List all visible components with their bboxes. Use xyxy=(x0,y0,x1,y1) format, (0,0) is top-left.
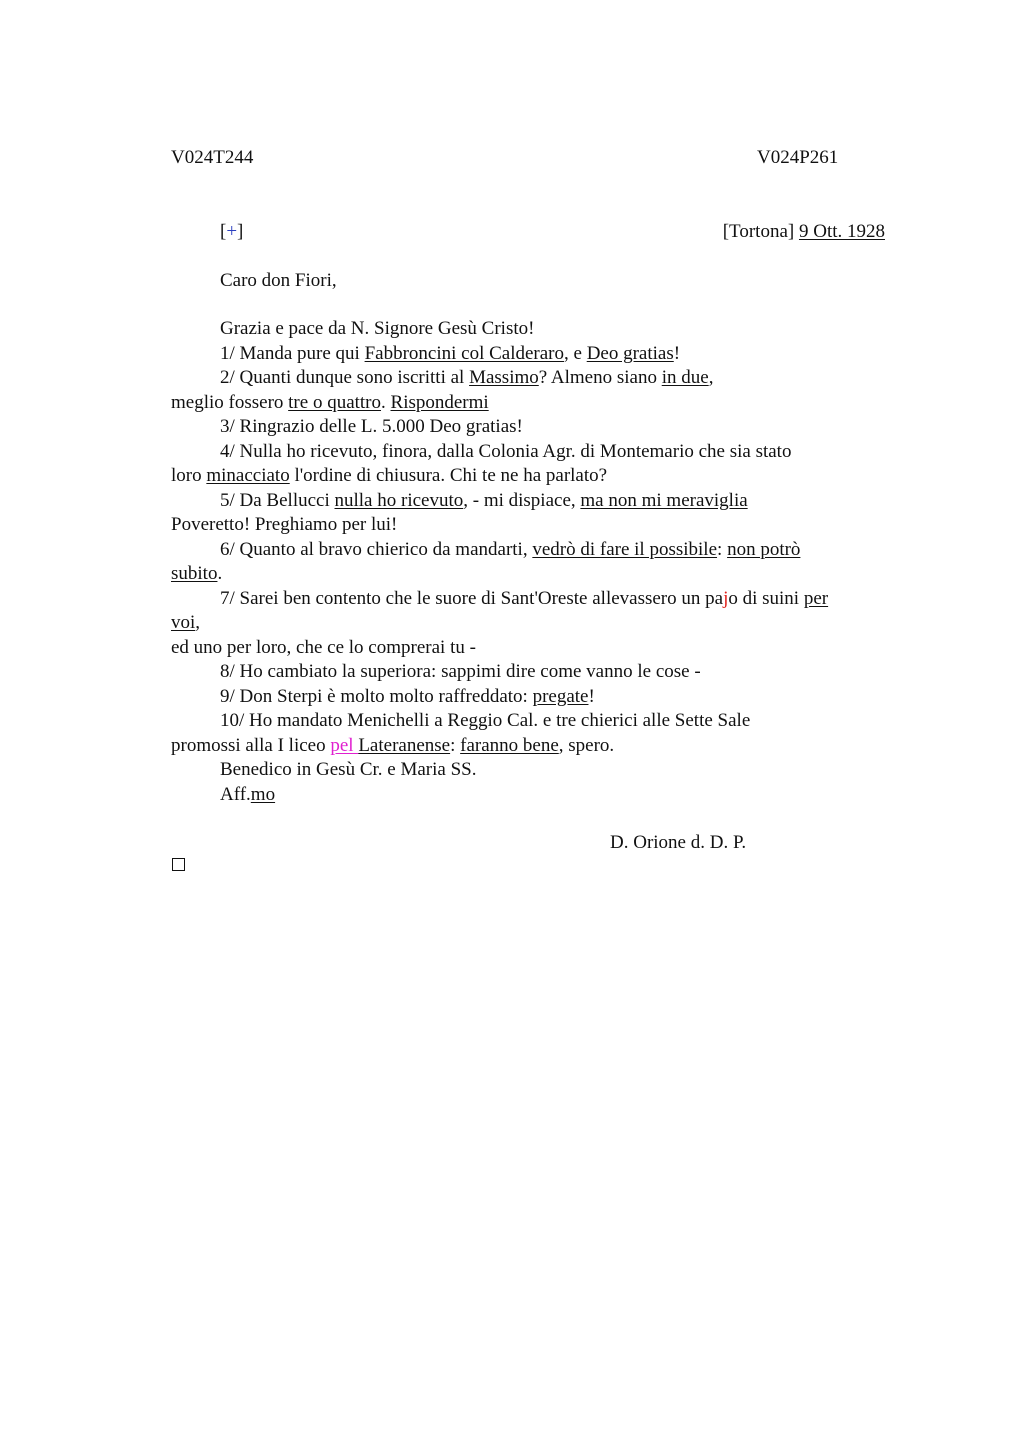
point-3: 3/ Ringrazio delle L. 5.000 Deo gratias! xyxy=(220,416,523,437)
point-6: 6/ Quanto al bravo chierico da mandarti, vedrò di fare il possibile: non potrò xyxy=(220,539,801,560)
point-7-continued: voi, xyxy=(171,612,201,633)
point-2: 2/ Quanti dunque sono iscritti al Massimo? Almeno siano in due, xyxy=(220,367,714,388)
letter-date xyxy=(723,220,885,244)
point-7-continued-2: ed uno per loro, che ce lo comprerai tu - xyxy=(171,637,476,658)
point-2-continued: meglio fossero tre o quattro. Rispondermi xyxy=(171,392,489,413)
end-square-icon xyxy=(172,858,185,871)
closing: Aff.mo xyxy=(220,784,276,805)
header-left-code: V024T244 xyxy=(171,147,254,168)
cross-icon: + xyxy=(226,221,238,242)
date: 9 Ott. 1928 xyxy=(798,221,885,242)
place: [Tortona] xyxy=(722,221,795,242)
point-8: 8/ Ho cambiato la superiora: sappimi dire come vanno le cose - xyxy=(220,661,701,682)
point-10: 10/ Ho mandato Menichelli a Reggio Cal. e tre chierici alle Sette Sale xyxy=(220,710,751,731)
point-5-continued: Poveretto! Preghiamo per lui! xyxy=(171,514,398,535)
cross-mark: [+] xyxy=(220,221,244,242)
point-7: 7/ Sarei ben contento che le suore di Sant'Oreste allevassero un pajo di suini per xyxy=(220,588,829,609)
salutation: Caro don Fiori, xyxy=(220,270,337,291)
point-10-continued: promossi alla I liceo pel Lateranense: faranno bene, spero. xyxy=(171,735,615,756)
point-9: 9/ Don Sterpi è molto molto raffreddato: pregate! xyxy=(220,686,595,707)
point-1: 1/ Manda pure qui Fabbroncini col Calderaro, e Deo gratias! xyxy=(220,343,681,364)
greeting: Grazia e pace da N. Signore Gesù Cristo! xyxy=(220,318,535,339)
point-4-continued: loro minacciato l'ordine di chiusura. Chi te ne ha parlato? xyxy=(171,465,608,486)
point-6-continued: subito. xyxy=(171,563,223,584)
blessing: Benedico in Gesù Cr. e Maria SS. xyxy=(220,759,477,780)
signature: D. Orione d. D. P. xyxy=(610,832,747,853)
correction-mark: j xyxy=(723,588,729,609)
header-right-code: V024P261 xyxy=(757,147,839,168)
point-5: 5/ Da Bellucci nulla ho ricevuto, - mi dispiace, ma non mi meraviglia xyxy=(220,490,748,511)
insertion-mark: pel xyxy=(330,735,359,756)
point-4: 4/ Nulla ho ricevuto, finora, dalla Colonia Agr. di Montemario che sia stato xyxy=(220,441,792,462)
